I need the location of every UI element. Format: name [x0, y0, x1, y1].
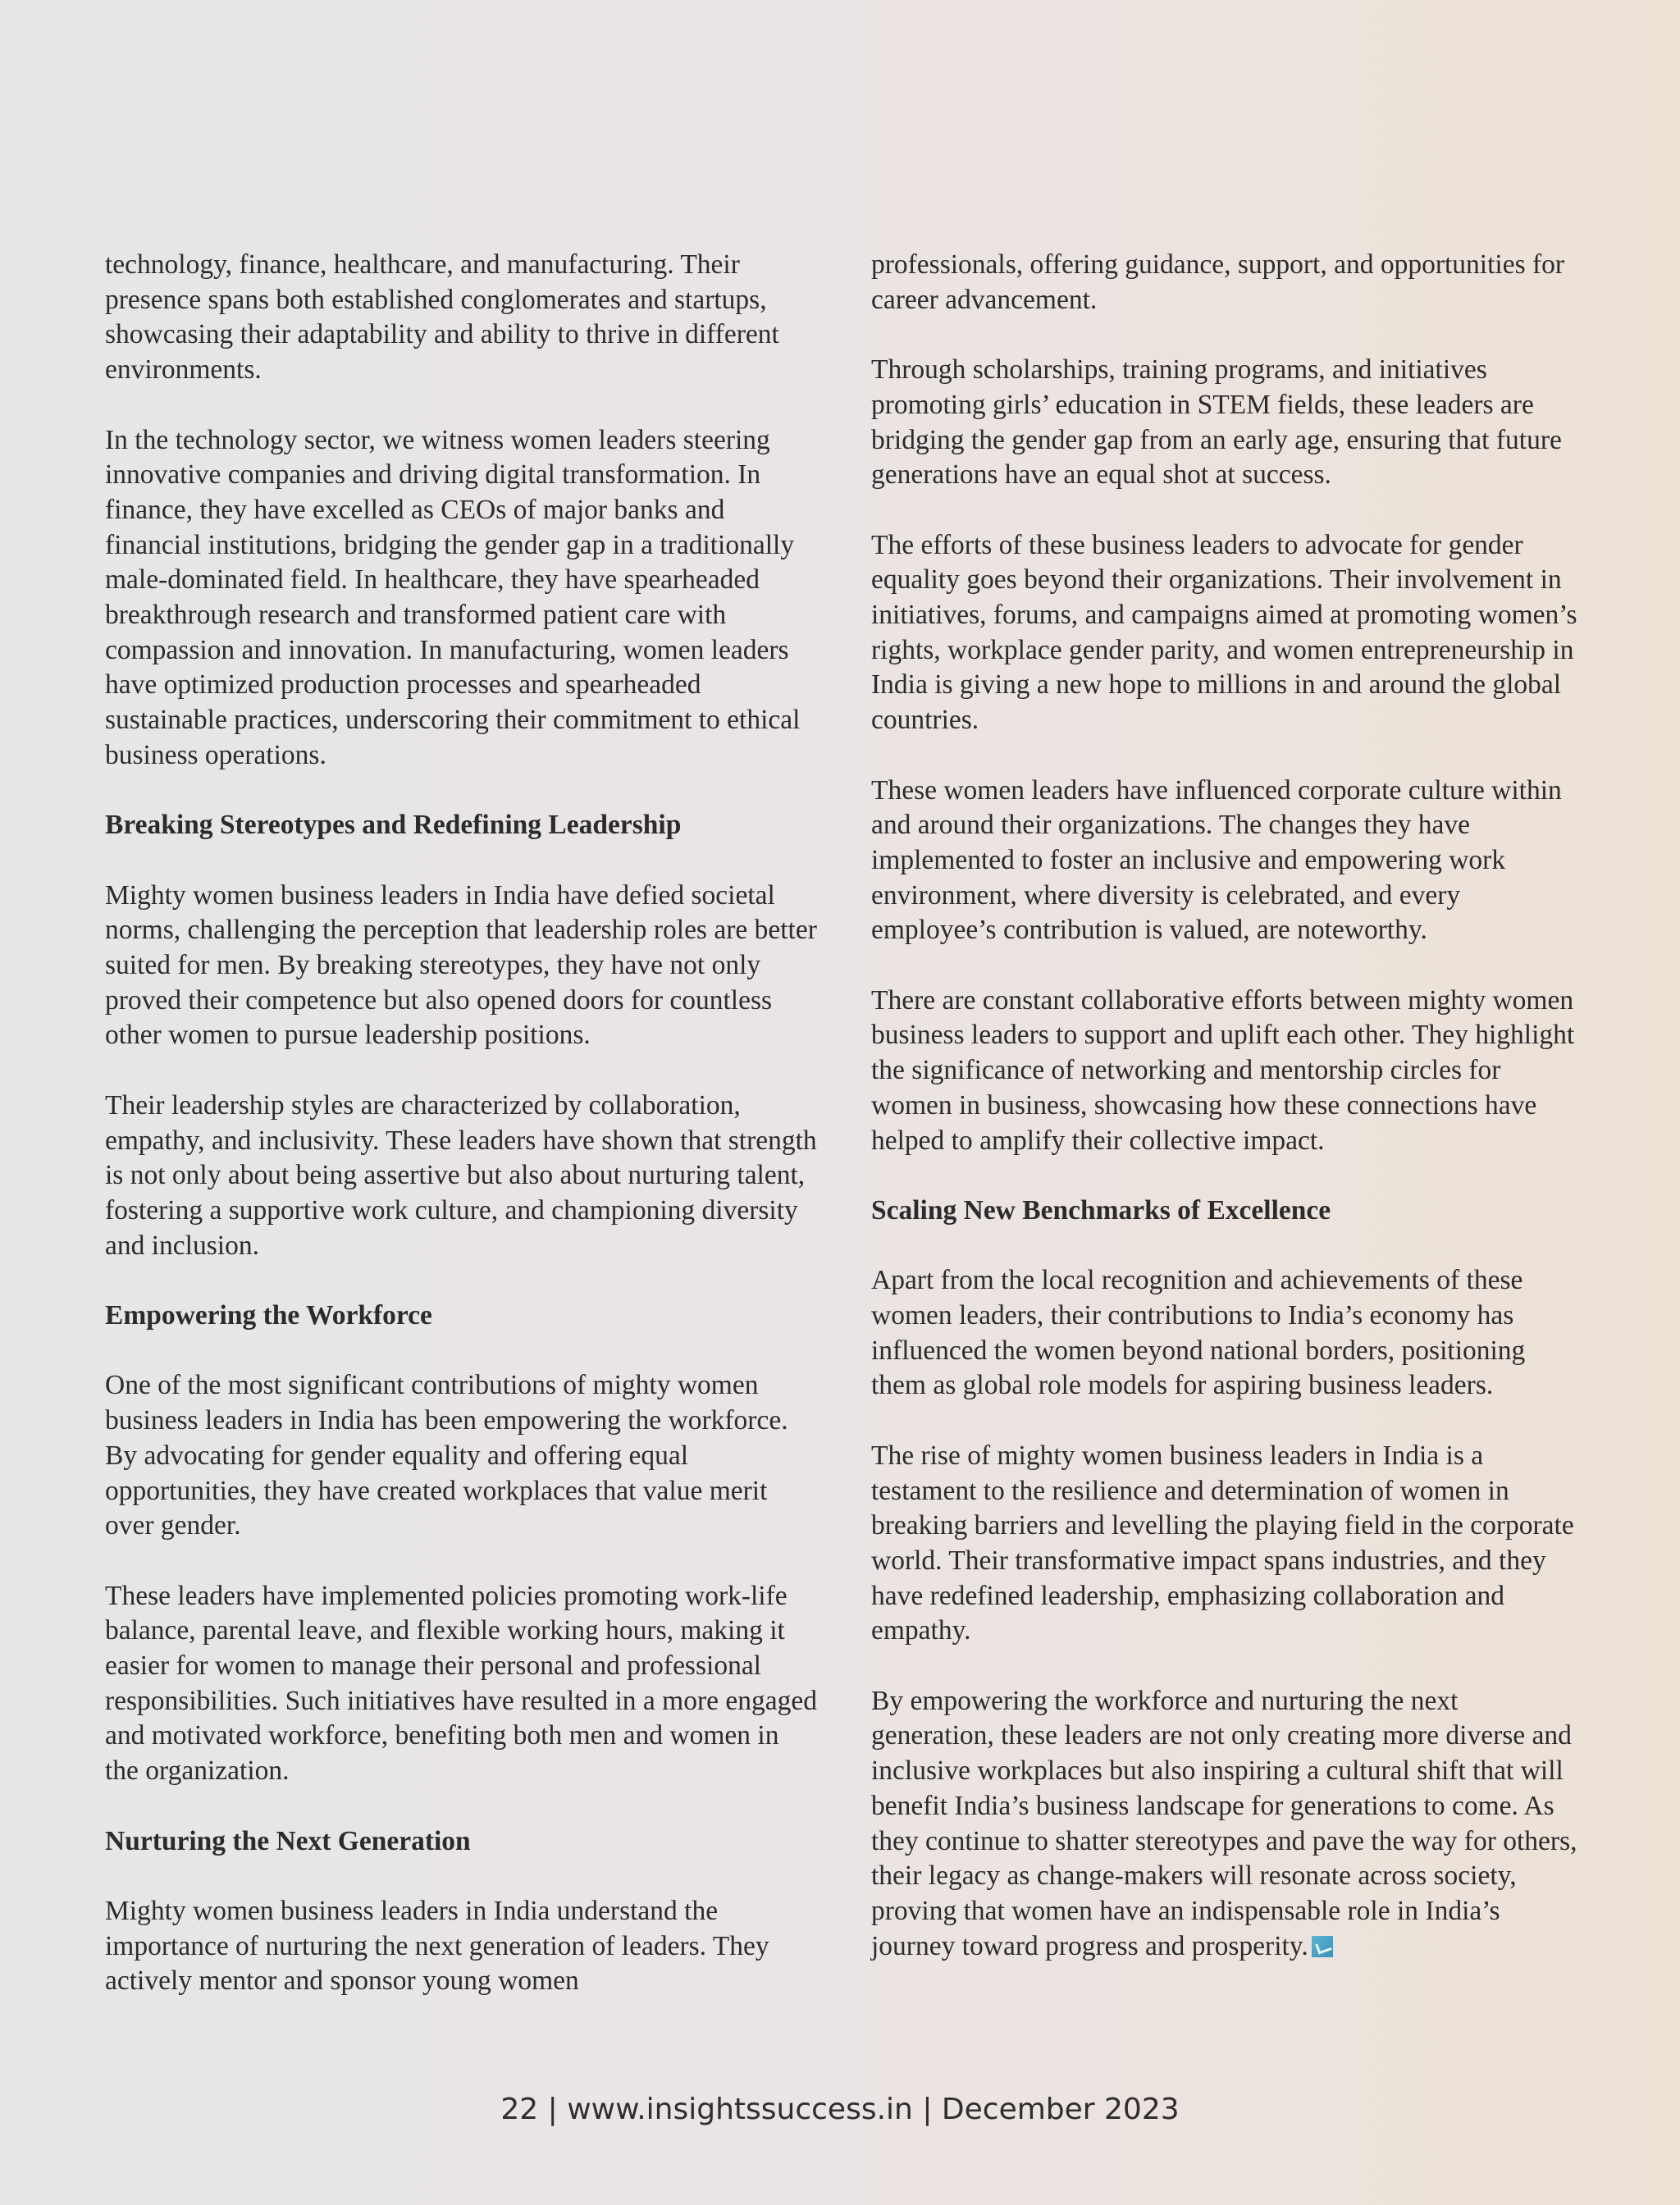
article-end-icon: [1312, 1936, 1333, 1957]
paragraph: professionals, offering guidance, support, and opportunities for career advancement.: [871, 249, 1565, 315]
paragraph: There are constant collaborative efforts between mighty women business leaders to support and uplift each other. They highlight the significance of networking and mentorship circles for women in business, showcasing how these connections have helped to amplify their collective impact.: [871, 984, 1575, 1156]
closing-paragraph-text: By empowering the workforce and nurturing the next generation, these leaders are not only creating more diverse and inclusive workplaces but also inspiring a cultural shift that will benefit India’s business landscape for generations to come. As they continue to shatter stereotypes and pave the way for others, their legacy as change-makers will resonate across society, proving that women have an indispensable role in India’s journey toward progress and prosperity.: [871, 1685, 1577, 1961]
left-column: [105, 248, 819, 2034]
paragraph: In the technology sector, we witness women leaders steering innovative companies and driving digital transformation. In finance, they have excelled as CEOs of major banks and financial institutions, bridging the gender gap in a traditionally male-dominated field. In healthcare, they have spearheaded breakthrough research and transformed patient care with compassion and innovation. In manufacturing, women leaders have optimized production processes and spearheaded sustainable practices, underscoring their commitment to ethical business operations.: [105, 424, 801, 770]
paragraph: One of the most significant contributions of mighty women business leaders in India has been empowering the workforce. By advocating for gender equality and offering equal opportunities, they have created workplaces that value merit over gender.: [105, 1370, 788, 1541]
paragraph: technology, finance, healthcare, and manufacturing. Their presence spans both established conglomerates and startups, showcasing their adaptability and ability to thrive in different environments.: [105, 249, 779, 386]
footer-separator: |: [547, 2093, 558, 2126]
paragraph: Mighty women business leaders in India understand the importance of nurturing the next generation of leaders. They actively mentor and sponsor young women: [105, 1895, 769, 1997]
paragraph: Mighty women business leaders in India have defied societal norms, challenging the perception that leadership roles are better suited for men. By breaking stereotypes, they have not only proved their competence but also opened doors for countless other women to pursue leadership positions.: [105, 879, 817, 1051]
paragraph: Apart from the local recognition and achievements of these women leaders, their contributions to India’s economy has influenced the women beyond national borders, positioning them as global role models for aspiring business leaders.: [871, 1265, 1526, 1401]
section-heading-scaling-benchmarks: Scaling New Benchmarks of Excellence: [871, 1194, 1331, 1226]
website-link: www.insightssuccess.in: [567, 2093, 913, 2126]
paragraph: The rise of mighty women business leaders in India is a testament to the resilience and determination of women in breaking barriers and levelling the playing field in the corporate world. Their transformative impact spans industries, and they have redefined leadership, emphasizing collaboration and empathy.: [871, 1440, 1574, 1646]
paragraph: Through scholarships, training programs, and initiatives promoting girls’ education in STEM fields, these leaders are bridging the gender gap from an early age, ensuring that future generations have an equal shot at success.: [871, 354, 1562, 491]
footer-separator: |: [922, 2093, 933, 2126]
right-column: [871, 248, 1585, 1999]
paragraph: These women leaders have influenced corporate culture within and around their organizations. The changes they have implemented to foster an inclusive and empowering work environment, where diversity is celebrated, and every employee’s contribution is valued, are noteworthy.: [871, 774, 1562, 946]
page-number: 22: [500, 2093, 539, 2126]
section-heading-breaking-stereotypes: Breaking Stereotypes and Redefining Leadership: [105, 810, 682, 841]
closing-paragraph: [871, 1684, 1585, 1965]
section-heading-nurturing-next-generation: Nurturing the Next Generation: [105, 1825, 471, 1856]
paragraph: These leaders have implemented policies promoting work-life balance, parental leave, and flexible working hours, making it easier for women to manage their personal and professional responsibilities. Such initiatives have resulted in a more engaged and motivated workforce, benefiting both men and women in the organization.: [105, 1580, 817, 1787]
paragraph: Their leadership styles are characterized by collaboration, empathy, and inclusivity. These leaders have shown that strength is not only about being assertive but also about nurturing talent, fostering a supportive work culture, and championing diversity and inclusion.: [105, 1089, 817, 1261]
paragraph: The efforts of these business leaders to advocate for gender equality goes beyond their organizations. Their involvement in initiatives, forums, and campaigns aimed at promoting women’s rights, workplace gender parity, and women entrepreneurship in India is giving a new hope to millions in and around the global countries.: [871, 529, 1577, 736]
issue-date: December 2023: [941, 2093, 1180, 2126]
page-footer: [0, 2090, 1680, 2130]
section-heading-empowering-workforce: Empowering the Workforce: [105, 1300, 432, 1331]
